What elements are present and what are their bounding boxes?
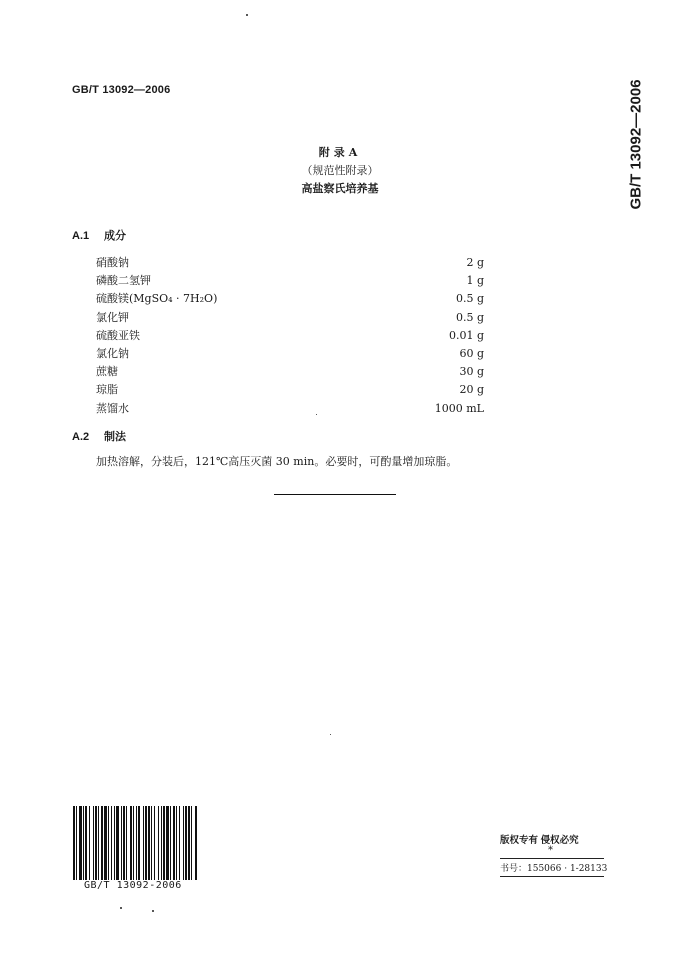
barcode-label: GB/T 13092-2006 xyxy=(84,880,182,891)
barcode-bar xyxy=(136,806,137,880)
ingredient-row xyxy=(96,327,484,345)
barcode-bar xyxy=(126,806,127,880)
barcode-bar xyxy=(173,806,175,880)
ingredient-name: 琼脂 xyxy=(96,383,118,397)
ingredient-amount: 2 g xyxy=(466,256,484,269)
ingredient-amount: 0.5 g xyxy=(455,292,484,306)
section-a1-heading xyxy=(72,227,126,243)
scan-speck xyxy=(330,734,331,735)
barcode-bar xyxy=(101,806,103,880)
book-number: 书号：155066 · 1-28133 xyxy=(500,858,604,877)
ingredient-name: 硫酸镁(MgSO₄ · 7H₂O) xyxy=(96,292,218,306)
ingredient-amount: 30 g xyxy=(459,365,484,379)
barcode-bar xyxy=(111,806,112,880)
section-a2-heading xyxy=(72,428,126,444)
barcode-bar xyxy=(93,806,94,880)
barcode-bar xyxy=(89,806,90,880)
ingredient-name: 蔗糖 xyxy=(96,365,118,379)
appendix-subtitle: （规范性附录） xyxy=(301,164,379,177)
barcode-bar xyxy=(151,806,152,880)
barcode-bar xyxy=(183,806,184,880)
ingredients-table xyxy=(96,254,484,418)
ingredient-amount: 1 g xyxy=(466,274,484,288)
barcode-bar xyxy=(148,806,150,880)
ingredient-row xyxy=(96,400,484,418)
ingredient-amount: 60 g xyxy=(459,346,484,360)
barcode-bar xyxy=(104,806,107,880)
scan-speck xyxy=(120,907,122,909)
barcode-bar xyxy=(108,806,109,880)
barcode-bar xyxy=(179,806,180,880)
barcode-bar xyxy=(143,806,144,880)
appendix-heading: 高盐察氏培养基 xyxy=(301,182,379,195)
barcode-bar xyxy=(133,806,134,880)
ingredient-row xyxy=(96,345,484,363)
barcode-bar xyxy=(76,806,77,880)
ingredient-row xyxy=(96,309,484,327)
barcode-bar xyxy=(158,806,159,880)
end-rule xyxy=(274,494,396,495)
ingredient-name: 氯化钾 xyxy=(96,310,129,324)
method-paragraph: 加热溶解，分装后，121℃高压灭菌 30 min。必要时，可酌量增加琼脂。 xyxy=(96,455,458,468)
barcode-bar xyxy=(154,806,155,880)
copyright-notice: 版权专有 侵权必究 xyxy=(500,835,579,846)
ingredient-name: 磷酸二氢钾 xyxy=(96,274,151,288)
ingredient-row xyxy=(96,290,484,308)
barcode-bar xyxy=(185,806,187,880)
barcode-bar xyxy=(130,806,132,880)
barcode-bar xyxy=(114,806,115,880)
ingredient-amount: 0.01 g xyxy=(448,328,484,342)
barcode-bar xyxy=(166,806,169,880)
section-a2-title: 制法 xyxy=(104,430,126,443)
barcode-bar xyxy=(79,806,82,880)
ingredient-amount: 1000 mL xyxy=(434,401,484,415)
scan-speck xyxy=(316,414,317,415)
ingredient-name: 氯化钠 xyxy=(96,346,129,360)
barcode-bar xyxy=(138,806,140,880)
header-standard-number: GB/T 13092—2006 xyxy=(72,84,171,96)
barcode-bar xyxy=(170,806,171,880)
ingredient-row xyxy=(96,381,484,399)
barcode-bar xyxy=(195,806,197,880)
barcode-bar xyxy=(85,806,87,880)
ingredient-row xyxy=(96,254,484,272)
side-standard-number: GB/T 13092—2006 xyxy=(627,79,645,210)
barcode-bar xyxy=(145,806,147,880)
barcode-bar xyxy=(161,806,162,880)
scan-speck xyxy=(246,14,248,16)
barcode-bar xyxy=(123,806,125,880)
ingredient-amount: 0.5 g xyxy=(455,310,484,324)
barcode-bar xyxy=(95,806,97,880)
scan-speck xyxy=(152,910,154,912)
barcode-bar xyxy=(176,806,177,880)
ingredient-name: 硫酸亚铁 xyxy=(96,328,140,342)
section-a1-title: 成分 xyxy=(104,229,126,242)
barcode-bar xyxy=(188,806,190,880)
star-mark: * xyxy=(548,845,553,856)
ingredient-row xyxy=(96,363,484,381)
ingredient-name: 硝酸钠 xyxy=(96,256,129,269)
appendix-title: 附录A xyxy=(318,146,362,159)
barcode-bar xyxy=(121,806,122,880)
section-a2-number: A.2 xyxy=(72,431,90,443)
section-a1-number: A.1 xyxy=(72,230,90,242)
barcode-bar xyxy=(83,806,84,880)
ingredient-amount: 20 g xyxy=(459,383,484,397)
barcode-bar xyxy=(73,806,75,880)
ingredient-row xyxy=(96,272,484,290)
barcode xyxy=(72,806,248,880)
barcode-bar xyxy=(163,806,165,880)
barcode-bar xyxy=(116,806,119,880)
barcode-bar xyxy=(191,806,192,880)
ingredient-name: 蒸馏水 xyxy=(96,401,129,415)
barcode-bar xyxy=(98,806,99,880)
